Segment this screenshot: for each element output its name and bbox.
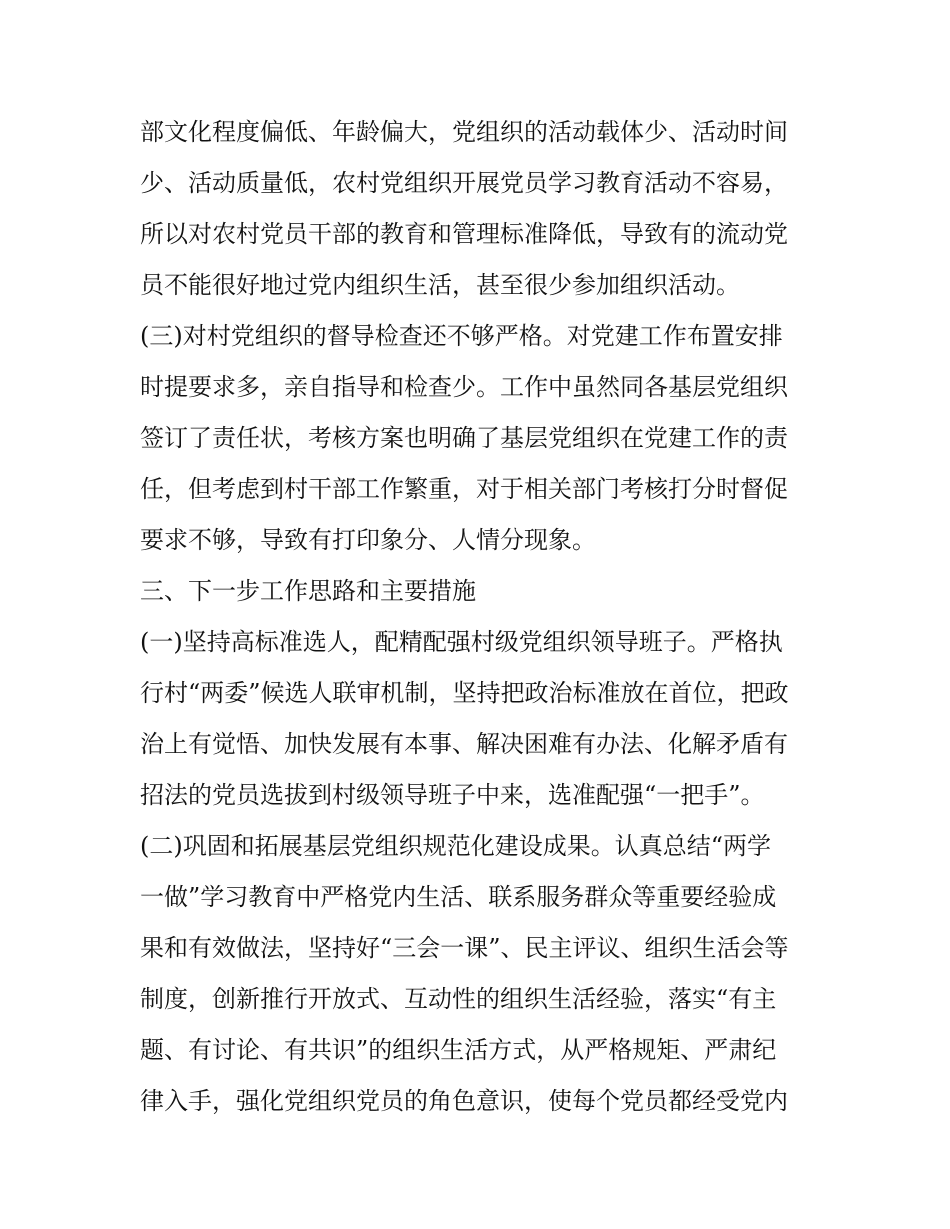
text-line: (二)巩固和拓展基层党组织规范化建设成果。认真总结“两学	[140, 832, 771, 860]
text-line: 少、活动质量低，农村党组织开展党员学习教育活动不容易，	[140, 169, 788, 197]
section-heading: 三、下一步工作思路和主要措施	[140, 577, 476, 605]
text-line: 所以对农村党员干部的教育和管理标准降低，导致有的流动党	[140, 220, 788, 248]
text-line: 招法的党员选拔到村级领导班子中来，选准配强“一把手”。	[140, 781, 765, 809]
text-line: 果和有效做法，坚持好“三会一课”、民主评议、组织生活会等	[140, 934, 789, 962]
text-line: (三)对村党组织的督导检查还不够严格。对党建工作布置安排	[140, 322, 783, 350]
text-line: 任，但考虑到村干部工作繁重，对于相关部门考核打分时督促	[140, 475, 788, 503]
text-line: 员不能很好地过党内组织生活，甚至很少参加组织活动。	[140, 271, 740, 299]
text-line: 制度，创新推行开放式、互动性的组织生活经验，落实“有主	[140, 985, 777, 1013]
text-line: 题、有讨论、有共识”的组织生活方式，从严格规矩、严肃纪	[140, 1036, 777, 1064]
text-line: 一做”学习教育中严格党内生活、联系服务群众等重要经验成	[140, 883, 777, 911]
text-line: 行村“两委”候选人联审机制，坚持把政治标准放在首位，把政	[140, 679, 789, 707]
text-line: (一)坚持高标准选人，配精配强村级党组织领导班子。严格执	[140, 628, 783, 656]
text-line: 时提要求多，亲自指导和检查少。工作中虽然同各基层党组织	[140, 373, 788, 401]
text-line: 治上有觉悟、加快发展有本事、解决困难有办法、化解矛盾有	[140, 730, 788, 758]
document-body	[140, 107, 820, 1127]
text-line: 签订了责任状，考核方案也明确了基层党组织在党建工作的责	[140, 424, 788, 452]
text-line: 要求不够，导致有打印象分、人情分现象。	[140, 526, 596, 554]
text-line: 部文化程度偏低、年龄偏大，党组织的活动载体少、活动时间	[140, 118, 788, 146]
text-line: 律入手，强化党组织党员的角色意识，使每个党员都经受党内	[140, 1087, 788, 1115]
